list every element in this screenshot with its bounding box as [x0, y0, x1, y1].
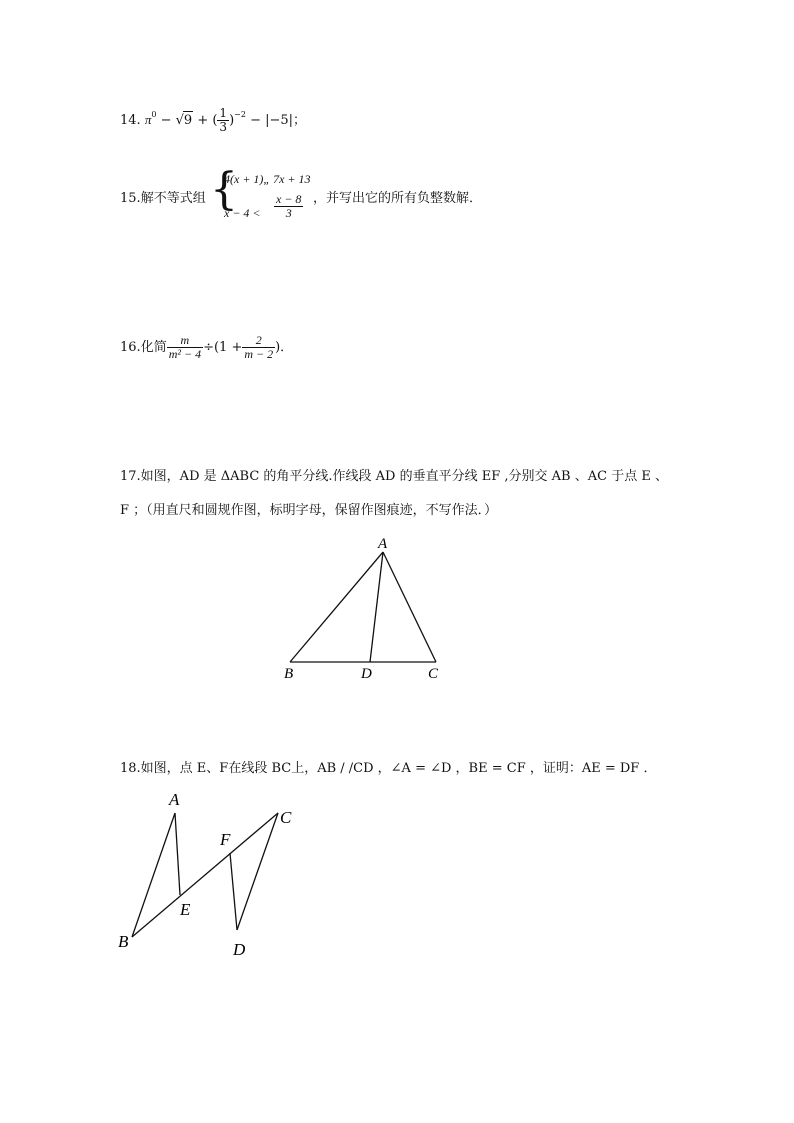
label-A: A: [378, 536, 388, 552]
question-16: [120, 334, 293, 361]
segment-AB: [290, 552, 383, 662]
label-B: B: [284, 666, 294, 682]
q17-text-line-1: 17.如图，AD 是 ΔABC 的角平分线.作线段 AD 的垂直平分线 EF ,分别交 AB 、AC 于点 E 、: [120, 469, 668, 484]
q16-mid: ÷(1 +: [203, 340, 243, 355]
segment-AC: [383, 552, 436, 662]
q17-triangle-figure: [280, 530, 450, 685]
question-14: 14. $\pi^0 - √9$ + ( $\frac{1}{3}$ )$^{-2}$ − |−5|；: [120, 106, 307, 134]
q16-fraction-2: [242, 334, 275, 361]
label-C: C: [428, 666, 439, 682]
q17-text-line-2: F ；（用直尺和圆规作图，标明字母，保留作图痕迹，不写作法．）: [120, 503, 498, 518]
q14-sqrt-radicand: 9: [183, 113, 193, 128]
q14-tail: − |−5|；: [245, 113, 307, 128]
label-A: A: [169, 790, 180, 809]
q16-tail: )．: [275, 340, 294, 355]
q18-text: 18.如图，点 E、F在线段 BC上，AB / /CD ，∠A = ∠D ，BE = CF ，证明：AE = DF ．: [120, 761, 657, 776]
q14-fraction: [217, 107, 229, 134]
q14-frac-den: 3: [219, 120, 228, 134]
q15-frac-num: x − 8: [276, 192, 302, 206]
segment-FD: [230, 853, 237, 930]
q15-number: 15.: [120, 191, 141, 206]
label-E: E: [180, 900, 191, 919]
label-C: C: [280, 808, 292, 827]
q14-plus-open: + (: [193, 113, 218, 128]
q14-pi-exponent: 0: [151, 110, 157, 119]
q15-inequality-1: 4(x + 1)„ 7x + 13: [224, 172, 311, 186]
q14-pi: π: [144, 112, 152, 127]
q16-number: 16.: [120, 340, 141, 355]
q15-label: 解不等式组: [140, 191, 206, 206]
q18-figure: [110, 785, 310, 965]
label-D: D: [361, 666, 372, 682]
segment-AE: [175, 813, 180, 895]
q16-f2-num: 2: [255, 333, 262, 347]
q15-brace: {: [210, 164, 238, 215]
q15-instruction: ，并写出它的所有负整数解．: [313, 191, 483, 206]
q15-system: [210, 164, 320, 228]
q14-frac-num: 1: [219, 106, 228, 120]
q16-fraction-1: [167, 334, 203, 361]
question-15: [120, 190, 206, 208]
q16-f2-den: m − 2: [244, 347, 274, 361]
q16-label: 化简: [140, 340, 167, 355]
q15-frac-den: 3: [274, 206, 303, 220]
label-D: D: [233, 940, 246, 959]
q14-minus: −: [156, 113, 176, 128]
q15-inequality-2-left: x − 4 <: [224, 206, 261, 220]
q15-inequality-2-fraction: [274, 193, 303, 220]
q14-exponent: −2: [234, 110, 246, 119]
label-F: F: [220, 830, 231, 849]
q16-f1-den: m² − 4: [168, 347, 202, 361]
q16-f1-num: m: [180, 333, 190, 347]
label-B: B: [118, 932, 129, 951]
q14-close: ): [229, 113, 235, 128]
q14-number: 14.: [120, 113, 141, 128]
segment-AD: [370, 552, 383, 662]
